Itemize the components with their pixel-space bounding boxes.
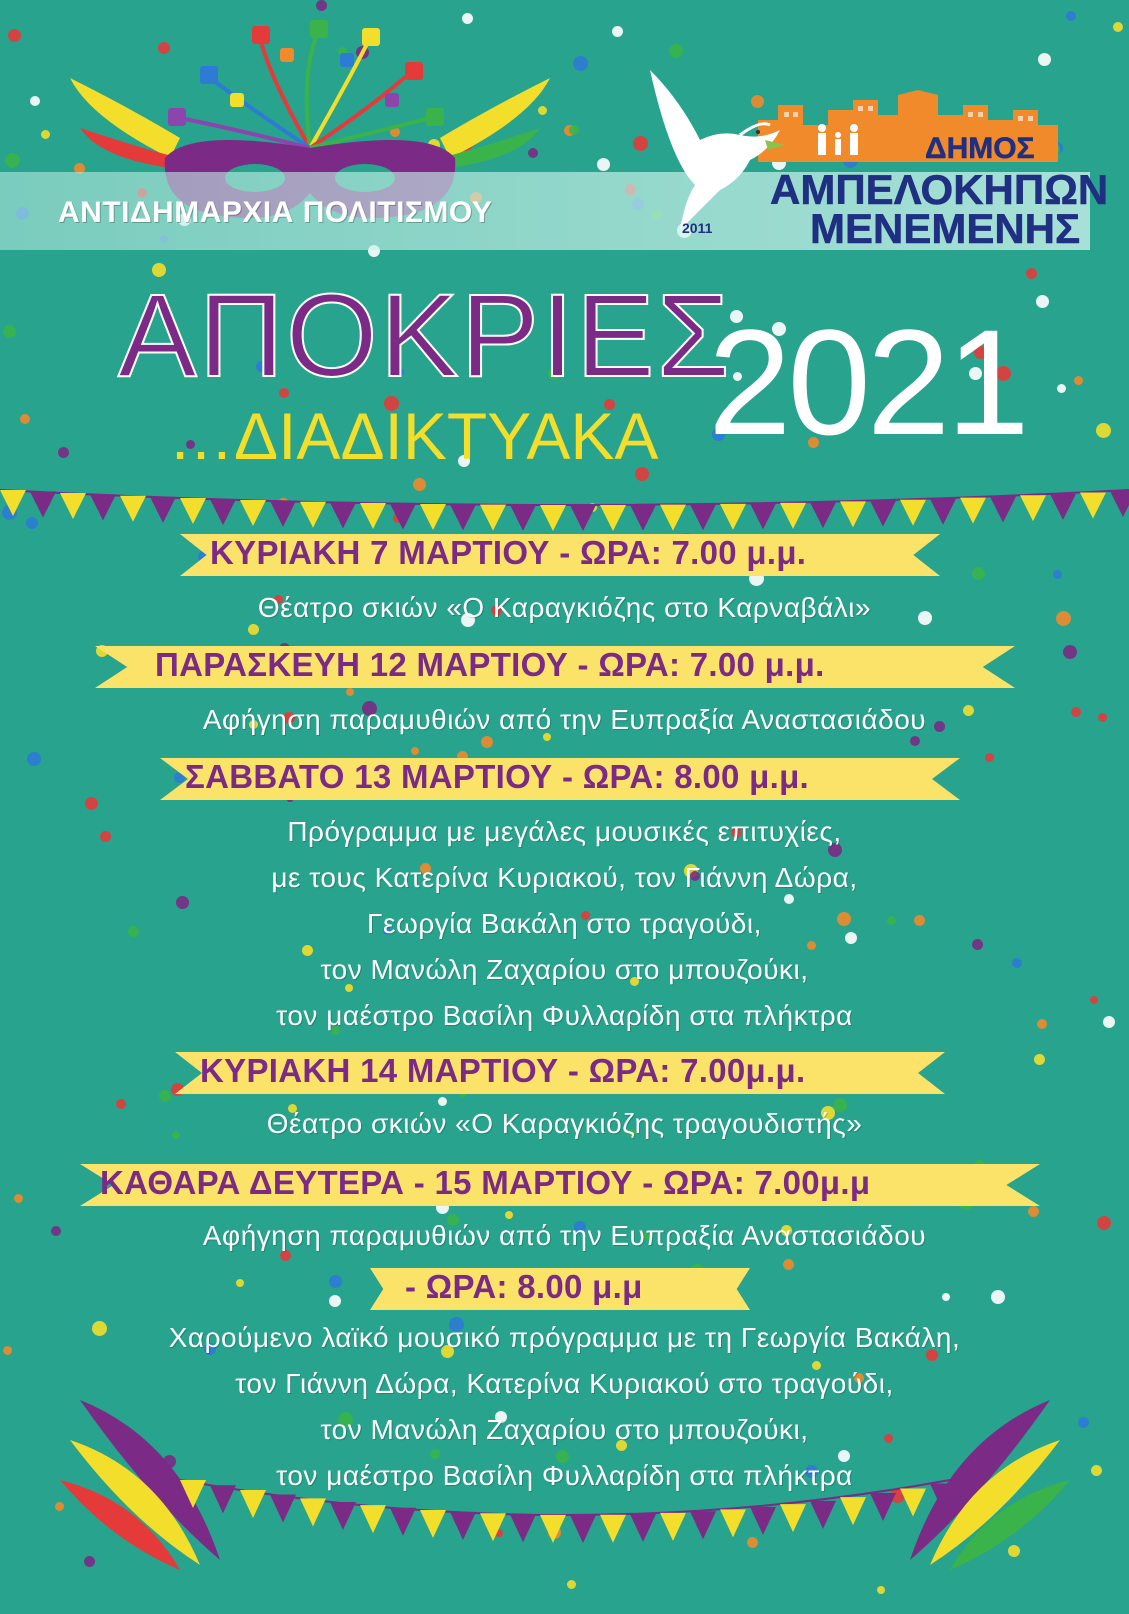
year-title: 2021 <box>708 298 1026 466</box>
logo-municipality-name-2: ΜΕΝΕΜΕΝΗΣ <box>810 205 1081 252</box>
logo-municipality-label: ΔΗΜΟΣ <box>925 132 1035 165</box>
event-3-description-line-2: με τους Κατερίνα Κυριακού, τον Γιάννη Δώρα, <box>271 862 858 893</box>
event-5-description: Αφήγηση παραμυθιών από την Ευπραξία Αναστασιάδου <box>202 1220 927 1251</box>
event-5-heading: ΚΑΘΑΡΑ ΔΕΥΤΕΡΑ - 15 ΜΑΡΤΙΟΥ - ΩΡΑ: 7.00μ.μ <box>100 1164 871 1201</box>
event-1-heading: ΚΥΡΙΑΚΗ 7 ΜΑΡΤΙΟΥ - ΩΡΑ: 7.00 μ.μ. <box>210 534 807 571</box>
bunting-icon <box>0 480 1129 540</box>
event-3-description-line-1: Πρόγραμμα με μεγάλες μουσικές επιτυχίες, <box>287 816 842 847</box>
event-4-heading: ΚΥΡΙΑΚΗ 14 ΜΑΡΤΙΟΥ - ΩΡΑ: 7.00μ.μ. <box>200 1052 806 1089</box>
subtitle: …ΔΙΑΔΙΚΤΥΑΚΑ <box>168 399 659 473</box>
main-title: ΑΠΟΚΡΙΕΣ <box>118 270 732 402</box>
event-6-heading: - ΩΡΑ: 8.00 μ.μ <box>405 1268 643 1305</box>
event-3-description-line-3: Γεωργία Βακάλη στο τραγούδι, <box>367 908 762 939</box>
event-3-description-line-5: τον μαέστρο Βασίλη Φυλλαρίδη στα πλήκτρα <box>276 1000 853 1031</box>
dove-icon <box>640 60 790 240</box>
logo-municipality-name-1: ΑΜΠΕΛΟΚΗΠΩΝ <box>770 166 1109 213</box>
event-4-description: Θέατρο σκιών «Ο Καραγκιόζης τραγουδιστής» <box>266 1108 863 1139</box>
event-2-description: Αφήγηση παραμυθιών από την Ευπραξία Αναστασιάδου <box>202 704 927 735</box>
event-3-heading: ΣΑΒΒΑΤΟ 13 ΜΑΡΤΙΟΥ - ΩΡΑ: 8.00 μ.μ. <box>185 758 810 795</box>
event-2-heading: ΠΑΡΑΣΚΕΥΗ 12 ΜΑΡΤΙΟΥ - ΩΡΑ: 7.00 μ.μ. <box>155 646 825 683</box>
municipality-logo <box>640 60 1109 260</box>
department-title: ΑΝΤΙΔΗΜΑΡΧΙΑ ΠΟΛΙΤΙΣΜΟΥ <box>58 196 493 229</box>
event-6-description-line-3: τον Μανώλη Ζαχαρίου στο μπουζούκι, <box>320 1414 809 1445</box>
event-1-description: Θέατρο σκιών «Ο Καραγκιόζης στο Καρναβάλι» <box>257 592 872 623</box>
event-6-description-line-1: Χαρούμενο λαϊκό μουσικό πρόγραμμα με τη Γεωργία Βακάλη, <box>168 1322 961 1353</box>
event-3-description-line-4: τον Μανώλη Ζαχαρίου στο μπουζούκι, <box>320 954 809 985</box>
event-6-description-line-2: τον Γιάννη Δώρα, Κατερίνα Κυριακού στο τραγούδι, <box>235 1368 894 1399</box>
bunting-icon <box>180 1470 950 1580</box>
event-6-description-line-4: τον μαέστρο Βασίλη Φυλλαρίδη στα πλήκτρα <box>276 1460 853 1491</box>
logo-year: 2011 <box>682 220 713 236</box>
